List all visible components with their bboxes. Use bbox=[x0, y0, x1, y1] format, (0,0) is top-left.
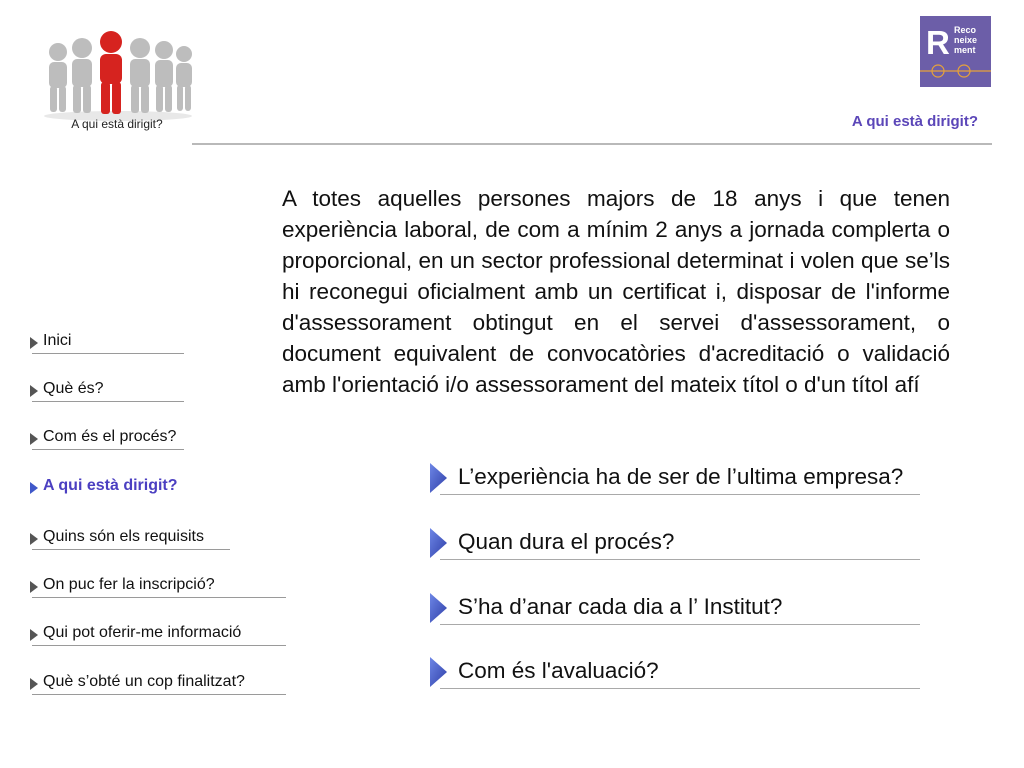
brand-line-3: ment bbox=[954, 45, 976, 55]
faq-link-underline bbox=[440, 624, 920, 625]
triangle-right-icon bbox=[30, 433, 38, 445]
chevron-right-icon bbox=[428, 656, 448, 688]
sidebar-item-underline bbox=[32, 694, 286, 695]
chevron-right-icon bbox=[428, 592, 448, 624]
section-title: A qui està dirigit? bbox=[851, 113, 978, 130]
faq-link-underline bbox=[440, 688, 920, 689]
reconeixement-logo-icon bbox=[920, 16, 991, 87]
faq-link-label: L’experiència ha de ser de l’ultima empresa? bbox=[458, 464, 904, 489]
description-text: A totes aquelles persones majors de 18 anys i que tenen experiència laboral, de com a mínim 2 anys a jornada complerta o proporcional, en un sector professional determinat i volen que se’ls hi reconegui oficialment amb un certificat i, disposar de l'informe d'assessorament obtingut en el servei d'assessorament, o document equivalent de convocatòries d'acreditació o validació amb l'orientació i/o assessorament del mateix títol o d'un títol afí bbox=[282, 186, 950, 397]
triangle-right-icon bbox=[30, 337, 38, 349]
sidebar-item-underline bbox=[32, 549, 230, 550]
sidebar-item-label: Qui pot oferir-me informació bbox=[43, 624, 242, 641]
sidebar-item-underline bbox=[32, 401, 184, 402]
faq-link-underline bbox=[440, 494, 920, 495]
logo-caption: A qui està dirigit? bbox=[71, 117, 163, 131]
chevron-right-icon bbox=[428, 527, 448, 559]
faq-link-underline bbox=[440, 559, 920, 560]
header-divider bbox=[192, 143, 992, 145]
sidebar-item-label: A qui està dirigit? bbox=[43, 477, 178, 494]
sidebar-item-label: Inici bbox=[43, 332, 72, 349]
brand-letter: R bbox=[926, 24, 950, 61]
faq-link-label: Quan dura el procés? bbox=[458, 529, 675, 554]
chevron-right-icon bbox=[428, 462, 448, 494]
triangle-right-icon bbox=[30, 533, 38, 545]
team-leader-logo-icon bbox=[38, 30, 198, 122]
triangle-right-icon bbox=[30, 678, 38, 690]
sidebar-item-label: Què s’obté un cop finalitzat? bbox=[43, 673, 245, 690]
sidebar-item-underline bbox=[32, 645, 286, 646]
triangle-right-icon bbox=[30, 482, 38, 494]
sidebar-item-underline bbox=[32, 353, 184, 354]
brand-line-1: Reco bbox=[954, 25, 977, 35]
triangle-right-icon bbox=[30, 629, 38, 641]
sidebar-item-label: Quins són els requisits bbox=[43, 528, 204, 545]
sidebar-item-label: On puc fer la inscripció? bbox=[43, 576, 215, 593]
sidebar-item-underline bbox=[32, 597, 286, 598]
faq-link-label: Com és l'avaluació? bbox=[458, 658, 659, 683]
triangle-right-icon bbox=[30, 385, 38, 397]
brand-line-2: neixe bbox=[954, 35, 978, 45]
sidebar-item-underline bbox=[32, 449, 184, 450]
faq-link-label: S’ha d’anar cada dia a l’ Institut? bbox=[458, 594, 783, 619]
triangle-right-icon bbox=[30, 581, 38, 593]
sidebar-item-label: Què és? bbox=[43, 380, 104, 397]
sidebar-item-label: Com és el procés? bbox=[43, 428, 177, 445]
